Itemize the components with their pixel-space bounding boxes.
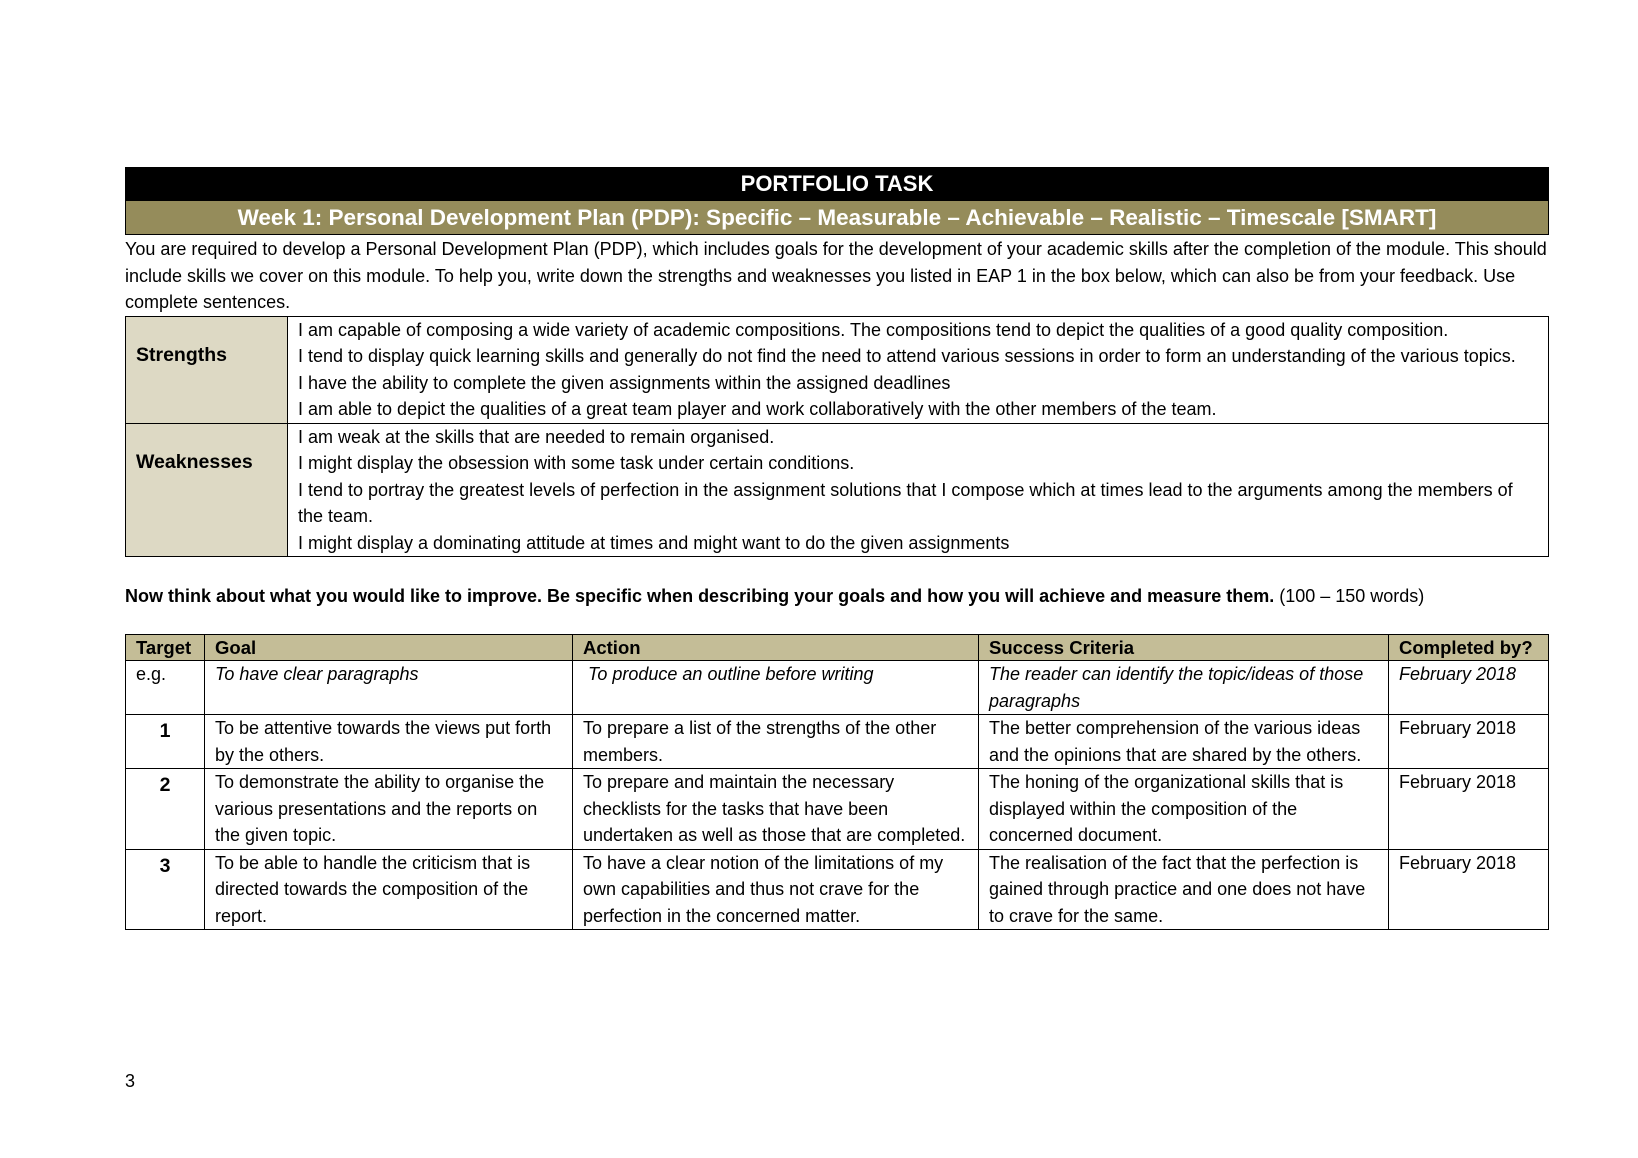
strength-item: I have the ability to complete the given assignments within the assigned deadlines <box>298 372 951 393</box>
strengths-label-cell <box>126 316 288 423</box>
example-completed: February 2018 <box>1389 661 1549 715</box>
weaknesses-label: Weaknesses <box>136 450 253 473</box>
prompt-word-count: (100 – 150 words) <box>1274 586 1425 606</box>
weaknesses-row <box>126 423 1549 557</box>
example-row <box>126 661 1549 715</box>
row-completed: February 2018 <box>1389 849 1549 930</box>
example-goal: To have clear paragraphs <box>205 661 573 715</box>
example-criteria: The reader can identify the topic/ideas of those paragraphs <box>979 661 1389 715</box>
header-completed-by: Completed by? <box>1389 635 1549 661</box>
goals-header-row <box>126 635 1549 661</box>
prompt-bold: Now think about what you would like to improve. Be specific when describing your goals and how you will achieve and measure them. <box>125 586 1275 606</box>
weaknesses-label-cell <box>126 423 288 557</box>
strength-item: I am able to depict the qualities of a great team player and work collaboratively with the other members of the team. <box>298 399 1217 419</box>
document-page <box>125 167 1549 930</box>
row-target: 1 <box>126 715 205 769</box>
weakness-item: I might display the obsession with some task under certain conditions. <box>298 453 855 473</box>
row-goal: To be able to handle the criticism that is directed towards the composition of the report. <box>205 849 573 930</box>
header-target: Target <box>126 635 205 661</box>
row-criteria: The better comprehension of the various ideas and the opinions that are shared by the others. <box>979 715 1389 769</box>
row-goal: To demonstrate the ability to organise the various presentations and the reports on the given topic. <box>205 769 573 850</box>
row-completed: February 2018 <box>1389 715 1549 769</box>
weakness-item: I might display a dominating attitude at times and might want to do the given assignments <box>298 532 1010 553</box>
row-action: To prepare a list of the strengths of the other members. <box>573 715 979 769</box>
weakness-item: I am weak at the skills that are needed to remain organised. <box>298 426 775 447</box>
row-criteria: The honing of the organizational skills that is displayed within the composition of the concerned document. <box>979 769 1389 850</box>
weakness-item: I tend to portray the greatest levels of perfection in the assignment solutions that I compose which at times lead to the arguments among the members of the team. <box>298 479 1513 526</box>
weaknesses-content <box>288 423 1549 557</box>
strengths-content <box>288 316 1549 423</box>
row-goal: To be attentive towards the views put forth by the others. <box>205 715 573 769</box>
table-row <box>126 769 1549 850</box>
week-subtitle: Week 1: Personal Development Plan (PDP): Specific – Measurable – Achievable – Realistic – Timescale [SMART] <box>125 201 1549 235</box>
example-action: To produce an outline before writing <box>573 661 979 715</box>
page-number: 3 <box>125 1071 136 1091</box>
table-row <box>126 849 1549 930</box>
example-target: e.g. <box>126 661 205 715</box>
row-action: To have a clear notion of the limitations of my own capabilities and thus not crave for the perfection in the concerned matter. <box>573 849 979 930</box>
row-completed: February 2018 <box>1389 769 1549 850</box>
header-goal: Goal <box>205 635 573 661</box>
row-target: 3 <box>126 849 205 930</box>
improvement-prompt <box>125 583 1549 609</box>
header-success-criteria: Success Criteria <box>979 635 1389 661</box>
strengths-row <box>126 316 1549 423</box>
strengths-weaknesses-table <box>125 316 1549 558</box>
row-target: 2 <box>126 769 205 850</box>
strength-item: I tend to display quick learning skills and generally do not find the need to attend various sessions in order to form an understanding of the various topics. <box>298 346 1516 366</box>
portfolio-task-title: PORTFOLIO TASK <box>125 167 1549 201</box>
table-row <box>126 715 1549 769</box>
row-action: To prepare and maintain the necessary checklists for the tasks that have been undertaken as well as those that are completed. <box>573 769 979 850</box>
goals-table <box>125 634 1549 930</box>
row-criteria: The realisation of the fact that the perfection is gained through practice and one does not have to crave for the same. <box>979 849 1389 930</box>
strengths-label: Strengths <box>136 343 228 366</box>
intro-text: You are required to develop a Personal Development Plan (PDP), which includes goals for the development of your academic skills after the completion of the module. This should include skills we cover on this module. To help you, write down the strengths and weaknesses you listed in EAP 1 in the box below, which can also be from your feedback. Use complete sentences. <box>125 239 1547 312</box>
header-action: Action <box>573 635 979 661</box>
strength-item: I am capable of composing a wide variety of academic compositions. The compositions tend to depict the qualities of a good quality composition. <box>298 319 1449 340</box>
